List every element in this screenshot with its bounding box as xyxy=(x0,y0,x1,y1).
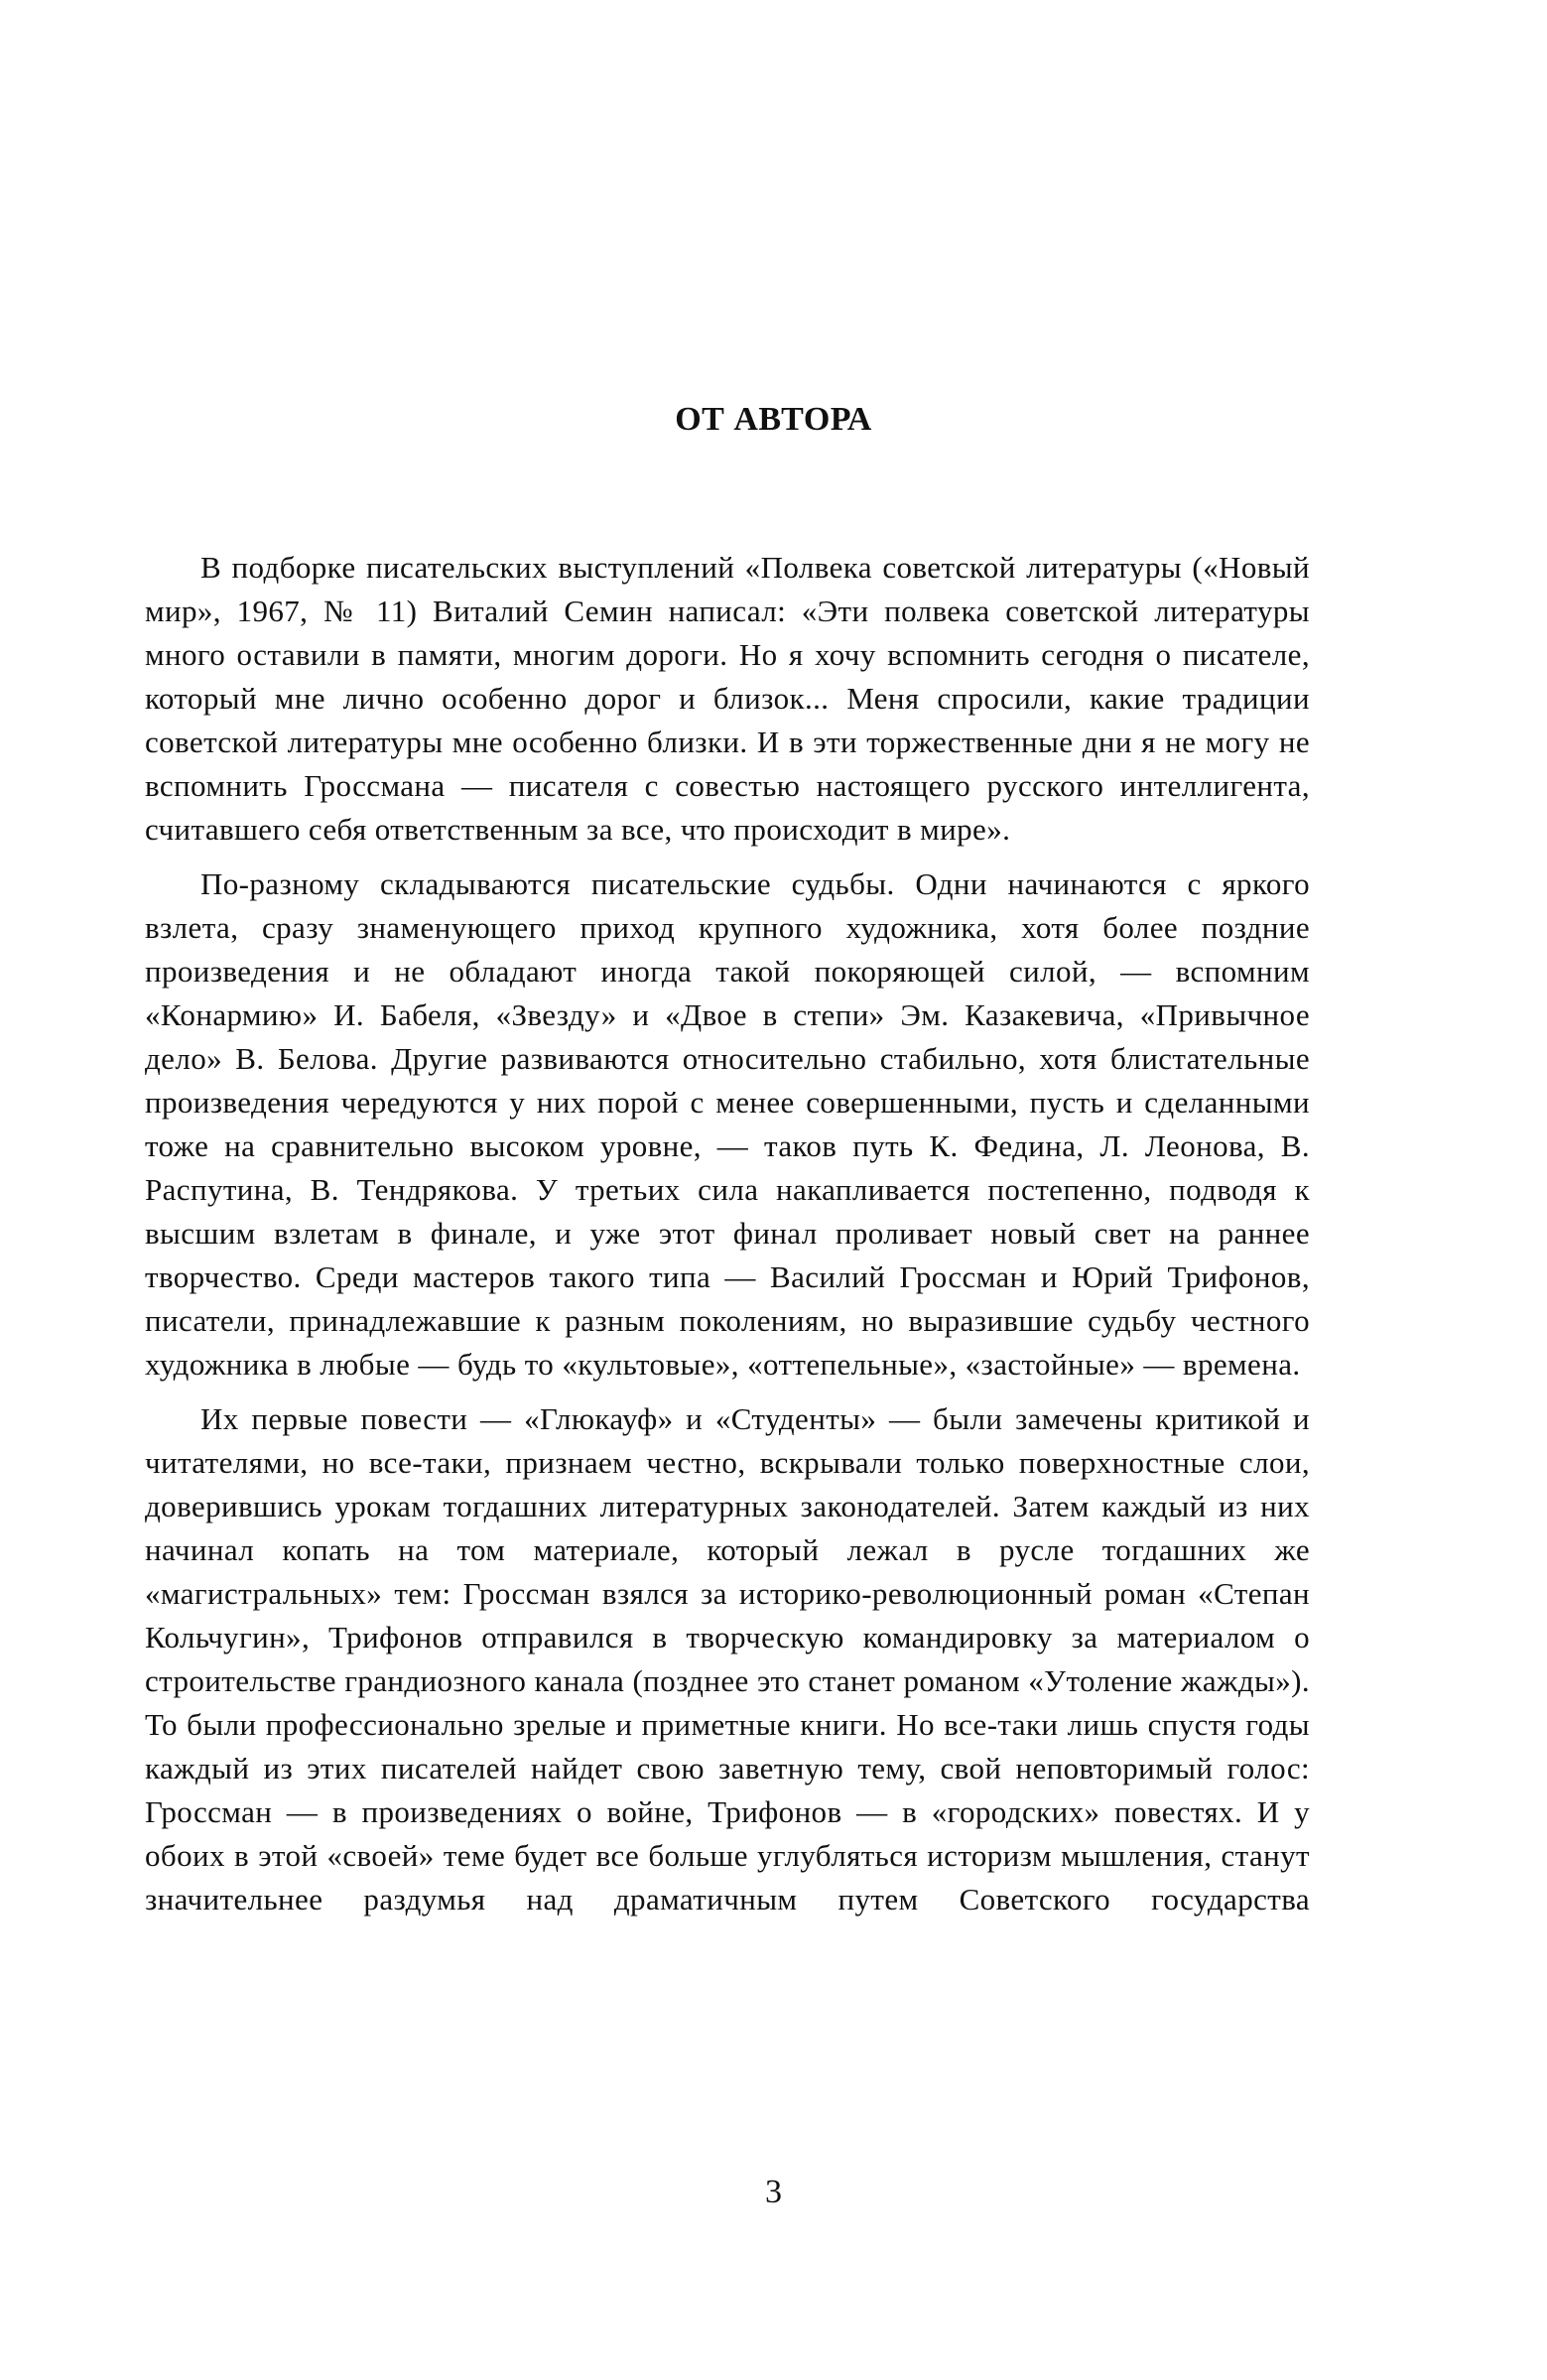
page-number: 3 xyxy=(765,2174,782,2210)
paragraph-1: В подборке писательских выступлений «Полвека советской литературы («Новый мир», 1967, № 11) Виталий Семин написал: «Эти полвека советской литературы много оставили в памяти, многим дороги. Но я хочу вспомнить сегодня о писателе, который мне лично особенно дорог и близок... Меня спросили, какие традиции советской литературы мне особенно близки. И в эти торжественные дни я не могу не вспомнить Гроссмана — писателя с совестью настоящего русского интеллигента, считавшего себя ответственным за все, что происходит в мире». xyxy=(145,550,1310,847)
body-text xyxy=(145,546,1310,1932)
page-title: ОТ АВТОРА xyxy=(675,401,872,438)
paragraph-3: Их первые повести — «Глюкауф» и «Студенты» — были замечены критикой и читателями, но все-таки, признаем честно, вскрывали только поверхностные слои, доверившись урокам тогдашних литературных законодателей. Затем каждый из них начинал копать на том материале, который лежал в русле тогдашних же «магистральных» тем: Гроссман взялся за историко-революционный роман «Степан Кольчугин», Трифонов отправился в творческую командировку за материалом о строительстве грандиозного канала (позднее это станет романом «Утоление жажды»). То были профессионально зрелые и приметные книги. Но все-таки лишь спустя годы каждый из этих писателей найдет свою заветную тему, свой неповторимый голос: Гроссман — в произведениях о войне, Трифонов — в «городских» повестях. И у обоих в этой «своей» теме будет все больше углубляться историзм мышления, станут значительнее раздумья над драматичным путем Советского государства xyxy=(145,1401,1310,1917)
paragraph-2: По-разному складываются писательские судьбы. Одни начинаются с яркого взлета, сразу знаменующего приход крупного художника, хотя более поздние произведения и не обладают иногда такой покоряющей силой, — вспомним «Конармию» И. Бабеля, «Звезду» и «Двое в степи» Эм. Казакевича, «Привычное дело» В. Белова. Другие развиваются относительно стабильно, хотя блистательные произведения чередуются у них порой с менее совершенными, пусть и сделанными тоже на сравнительно высоком уровне, — таков путь К. Федина, Л. Леонова, В. Распутина, В. Тендрякова. У третьих сила накапливается постепенно, подводя к высшим взлетам в финале, и уже этот финал проливает новый свет на раннее творчество. Среди мастеров такого типа — Василий Гроссман и Юрий Трифонов, писатели, принадлежавшие к разным поколениям, но выразившие судьбу честного художника в любые — будь то «культовые», «оттепельные», «застойные» — времена. xyxy=(145,866,1310,1382)
